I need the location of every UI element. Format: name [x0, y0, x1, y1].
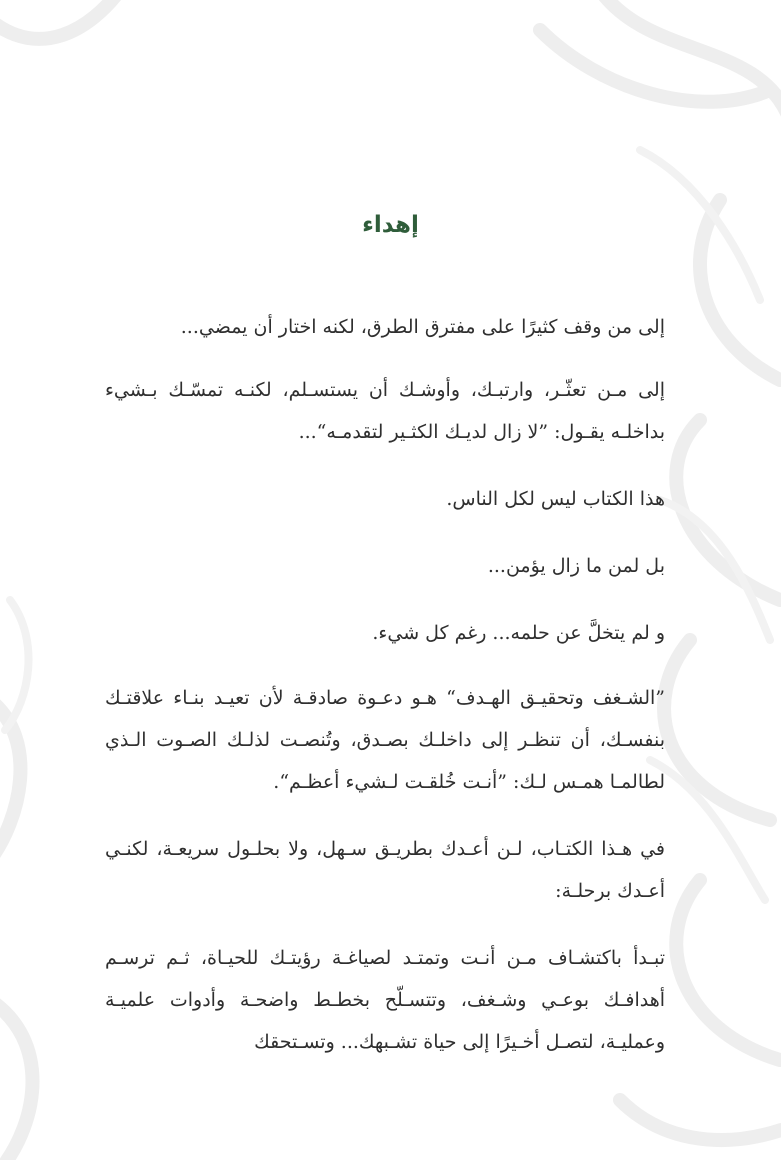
dedication-paragraph: ”الشـغف وتحقيـق الهـدف“ هـو دعـوة صادقـة لأن تعيـد بنـاء علاقتـك بنفسـك، أن تنظـر إلى داخلـك بصـدق، وتُنصـت لذلـك الصـوت الـذي لطالمـا همـس لـك: ”أنـت خُلقـت لـشيء أعظـم“. — [105, 687, 665, 793]
dedication-paragraph: إلى من وقف كثيرًا على مفترق الطرق، لكنه اختار أن يمضي... — [180, 316, 665, 338]
dedication-paragraph: تبـدأ باكتشـاف مـن أنـت وتمتـد لصياغـة رؤيتـك للحيـاة، ثـم ترسـم أهدافـك بوعـي وشـغف، وتتسـلّح بخطـط واضحـة وأدوات علميـة وعمليـة، لتصـل أخـيرًا إلى حياة تشـبهك... وتسـتحقك — [105, 947, 665, 1053]
dedication-paragraph: إلى مـن تعثّـر، وارتبـك، وأوشـك أن يستسـلم، لكنـه تمسّـك بـشيء بداخلـه يقـول: ”لا زال لديـك الكثـير لتقدمـه“... — [105, 379, 665, 443]
dedication-paragraph: بل لمن ما زال يؤمن... — [487, 555, 665, 577]
dedication-paragraph: في هـذا الكتـاب، لـن أعـدك بطريـق سـهل، ولا بحلـول سريعـة، لكنـي أعـدك برحلـة: — [105, 838, 665, 902]
dedication-paragraph: هذا الكتاب ليس لكل الناس. — [446, 488, 665, 510]
dedication-paragraph: و لم يتخلَّ عن حلمه... رغم كل شيء. — [372, 622, 665, 644]
page-title: إهداء — [362, 212, 419, 238]
